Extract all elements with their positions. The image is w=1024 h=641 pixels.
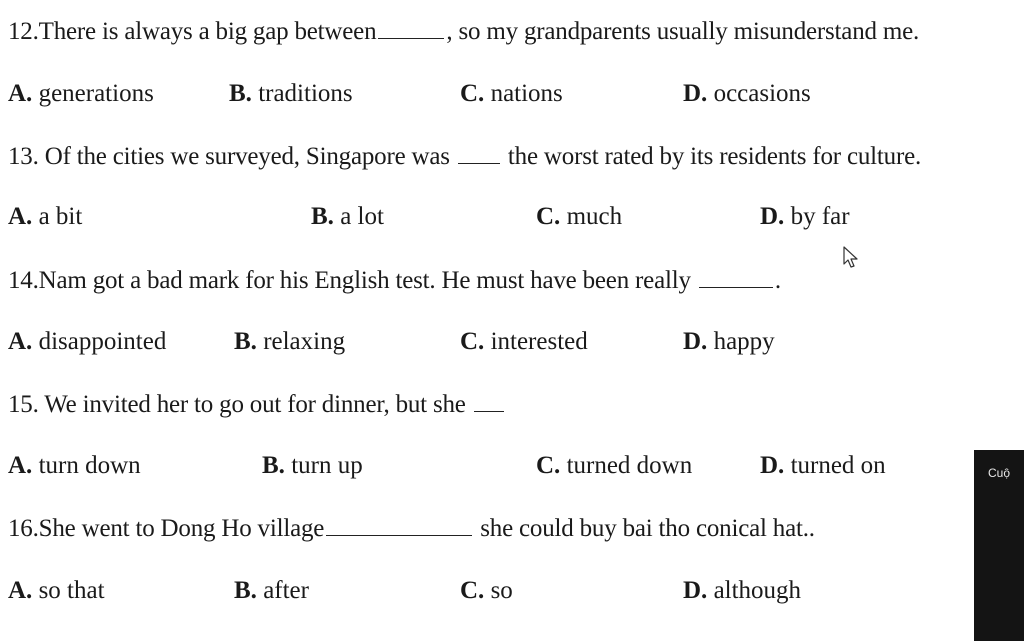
question-number: 14. <box>8 267 39 294</box>
option-15-b[interactable]: B. turn up <box>262 452 363 479</box>
option-13-c[interactable]: C. much <box>536 203 623 230</box>
answer-blank <box>326 534 472 536</box>
question-number: 16. <box>8 515 39 542</box>
option-12-a[interactable]: A. generations <box>8 80 154 107</box>
question-text-after: the worst rated by its residents for culture. <box>507 143 922 170</box>
question-text-after: , so my grandparents usually misunderstand me. <box>446 18 920 45</box>
question-text-before: Nam got a bad mark for his English test. He must have been really <box>38 267 691 294</box>
question-text-before: She went to Dong Ho village <box>38 515 325 542</box>
option-16-b[interactable]: B. after <box>234 577 309 604</box>
question-text-before: We invited her to go out for dinner, but she <box>44 391 466 418</box>
mouse-pointer-icon <box>843 246 859 270</box>
side-panel-label: Cuộ <box>988 466 1011 480</box>
question-number: 13. <box>8 143 39 170</box>
question-15 <box>8 391 506 419</box>
option-16-a[interactable]: A. so that <box>8 577 105 604</box>
answer-blank <box>699 286 773 288</box>
option-14-c[interactable]: C. interested <box>460 328 588 355</box>
option-13-a[interactable]: A. a bit <box>8 203 83 230</box>
option-15-a[interactable]: A. turn down <box>8 452 141 479</box>
option-15-c[interactable]: C. turned down <box>536 452 693 479</box>
question-text-before: Of the cities we surveyed, Singapore was <box>44 143 450 170</box>
option-13-b[interactable]: B. a lot <box>311 203 384 230</box>
option-14-d[interactable]: D. happy <box>683 328 775 355</box>
question-14 <box>8 267 781 295</box>
question-text-after: . <box>774 267 781 294</box>
option-15-d[interactable]: D. turned on <box>760 452 886 479</box>
answer-blank <box>474 410 504 412</box>
question-16 <box>8 515 815 543</box>
option-16-c[interactable]: C. so <box>460 577 513 604</box>
option-14-b[interactable]: B. relaxing <box>234 328 346 355</box>
option-12-c[interactable]: C. nations <box>460 80 563 107</box>
option-12-d[interactable]: D. occasions <box>683 80 811 107</box>
option-14-a[interactable]: A. disappointed <box>8 328 167 355</box>
question-number: 12. <box>8 18 39 45</box>
question-number: 15. <box>8 391 39 418</box>
option-12-b[interactable]: B. traditions <box>229 80 353 107</box>
option-16-d[interactable]: D. although <box>683 577 802 604</box>
option-13-d[interactable]: D. by far <box>760 203 850 230</box>
question-text-after: she could buy bai tho conical hat.. <box>480 515 815 542</box>
side-panel[interactable] <box>974 450 1024 641</box>
question-13 <box>8 143 921 171</box>
question-text-before: There is always a big gap between <box>38 18 377 45</box>
question-12 <box>8 18 919 46</box>
answer-blank <box>458 162 500 164</box>
answer-blank <box>378 37 444 39</box>
